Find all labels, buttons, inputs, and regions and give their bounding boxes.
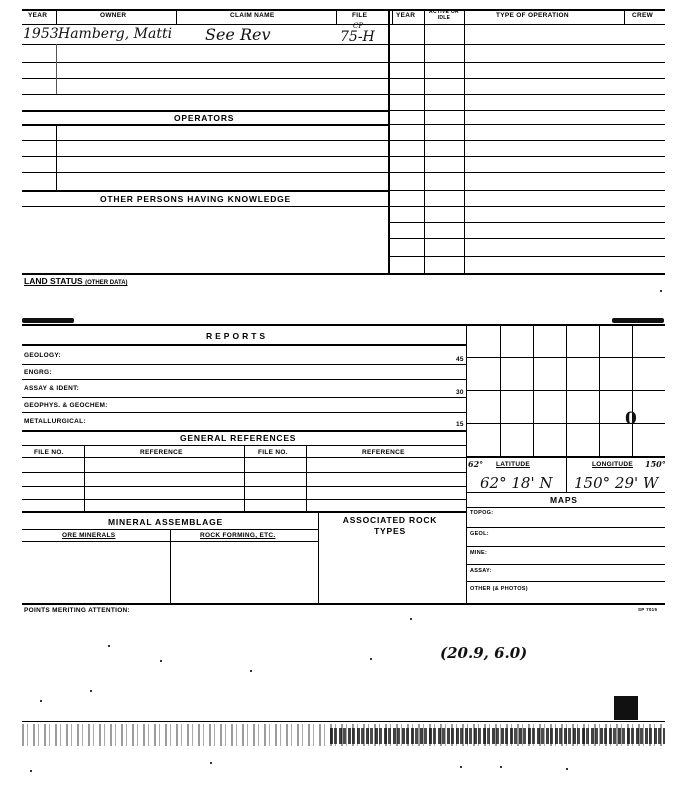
- row-line: [22, 172, 388, 173]
- speck: [250, 670, 252, 672]
- speck: [40, 700, 42, 702]
- maps-row-line: [466, 564, 665, 565]
- form-number: SP 7015: [638, 607, 658, 612]
- grid-line-h: [466, 357, 665, 358]
- row-line: [22, 156, 388, 157]
- center-divider: [388, 9, 390, 275]
- lon-corner: 150°: [645, 459, 666, 469]
- ref-col-file-no: FILE NO.: [34, 449, 64, 456]
- header-divider: [176, 9, 177, 24]
- speck: [460, 766, 462, 768]
- grid-mark: 0: [625, 409, 637, 429]
- right-row-line: [390, 94, 665, 95]
- header-divider: [56, 9, 57, 24]
- report-metallurgical: METALLURGICAL:: [24, 418, 86, 425]
- right-row-line: [390, 222, 665, 223]
- report-row-line: [22, 364, 466, 365]
- ref-col-reference: REFERENCE: [140, 449, 183, 456]
- grid-line-h: [466, 390, 665, 391]
- header-active-or-idle: ACTIVE OR IDLE: [429, 9, 459, 21]
- points-label: POINTS MERITING ATTENTION:: [24, 607, 131, 614]
- right-row-line: [390, 156, 665, 157]
- other-persons-label: OTHER PERSONS HAVING KNOWLEDGE: [100, 194, 292, 204]
- maps-title-line: [466, 507, 665, 508]
- header-divider: [464, 9, 465, 24]
- header-bottom-line: [22, 24, 665, 25]
- speck: [370, 658, 372, 660]
- references-bottom-line: [22, 511, 466, 513]
- row-line: [22, 62, 388, 63]
- history-bottom-line: [22, 273, 665, 275]
- report-number-15: 15: [456, 421, 464, 428]
- right-row-line: [390, 110, 665, 111]
- reports-bottom-line: [22, 430, 466, 432]
- report-row-line: [22, 379, 466, 380]
- header-year: YEAR: [28, 12, 48, 19]
- mineral-col-divider: [318, 511, 319, 603]
- latitude-value: 62° 18' N: [480, 474, 553, 492]
- report-row-line: [22, 412, 466, 413]
- ref-col-divider: [84, 445, 85, 511]
- speck: [160, 660, 162, 662]
- ink-smudge: [22, 318, 74, 323]
- col-ore-minerals: ORE MINERALS: [62, 532, 116, 539]
- col-rock-forming: ROCK FORMING, ETC.: [200, 532, 276, 539]
- speck: [660, 290, 662, 292]
- report-geology: GEOLOGY:: [24, 352, 61, 359]
- header-divider: [624, 9, 625, 24]
- section-bottom-line: [22, 603, 665, 605]
- speck: [108, 645, 110, 647]
- row-line: [22, 94, 388, 95]
- report-number-45: 45: [456, 356, 464, 363]
- header-claim-name: CLAIM NAME: [230, 12, 275, 19]
- reports-title: REPORTS: [206, 331, 269, 341]
- longitude-value: 150° 29' W: [574, 474, 659, 492]
- header-type-of-operation: TYPE OF OPERATION: [496, 12, 569, 19]
- header-divider: [336, 9, 337, 24]
- mineral-col-divider: [170, 529, 171, 603]
- right-row-line: [390, 238, 665, 239]
- ref-col-file-no-2: FILE NO.: [258, 449, 288, 456]
- maps-row-line: [466, 546, 665, 547]
- black-registration-mark: [614, 696, 638, 720]
- reports-title-underline: [22, 344, 466, 346]
- row-line: [22, 140, 388, 141]
- ref-col-divider: [244, 445, 245, 511]
- latlon-bottom-line: [466, 492, 665, 493]
- top-border: [22, 9, 665, 11]
- entry-file: 75-H: [340, 29, 375, 45]
- scan-line: [22, 721, 665, 722]
- row-line: [22, 44, 388, 45]
- scan-noise-dark: [330, 728, 665, 744]
- speck: [210, 762, 212, 764]
- report-row-line: [22, 397, 466, 398]
- general-references-title: GENERAL REFERENCES: [180, 433, 297, 443]
- maps-row-line: [466, 527, 665, 528]
- maps-title: MAPS: [550, 495, 578, 505]
- header-file: FILE: [352, 12, 368, 19]
- mineral-assemblage-title: MINERAL ASSEMBLAGE: [108, 517, 223, 527]
- speck: [566, 768, 568, 770]
- header-crew: CREW: [632, 12, 654, 19]
- land-status-sub: (OTHER DATA): [85, 280, 128, 286]
- row-line: [22, 206, 388, 207]
- right-row-line: [390, 206, 665, 207]
- entry-file-note: CP: [353, 22, 364, 30]
- speck: [500, 766, 502, 768]
- speck: [30, 770, 32, 772]
- map-geol: GEOL:: [470, 531, 489, 537]
- header-divider: [392, 9, 393, 24]
- header-owner: OWNER: [100, 12, 127, 19]
- ink-smudge: [612, 318, 664, 323]
- right-row-line: [390, 140, 665, 141]
- report-assay: ASSAY & IDENT:: [24, 385, 80, 392]
- latitude-label: LATITUDE: [496, 461, 531, 468]
- faint-divider: [56, 44, 57, 94]
- right-row-line: [390, 172, 665, 173]
- map-topog: TOPOG:: [470, 510, 494, 516]
- operators-label: OPERATORS: [174, 113, 235, 123]
- row-line-thick: [22, 190, 388, 192]
- maps-row-line: [466, 581, 665, 582]
- entry-owner: Hamberg, Matti: [58, 26, 173, 42]
- ref-col-reference-2: REFERENCE: [362, 449, 405, 456]
- row-line-thick: [22, 124, 388, 126]
- longitude-label: LONGITUDE: [592, 461, 633, 468]
- operators-divider: [56, 124, 57, 190]
- lat-corner: 62°: [468, 459, 484, 469]
- right-row-line: [390, 256, 665, 257]
- land-status-label: LAND STATUS: [24, 276, 83, 286]
- land-status-heading: [24, 276, 128, 286]
- speck: [410, 618, 412, 620]
- right-row-line: [390, 62, 665, 63]
- report-geophys: GEOPHYS. & GEOCHEM:: [24, 402, 108, 409]
- associated-rock-types: ASSOCIATED ROCK TYPES: [342, 515, 438, 536]
- right-row-line: [390, 78, 665, 79]
- row-line-thick: [22, 110, 388, 112]
- header-divider: [424, 9, 425, 24]
- header-year-2: YEAR: [396, 12, 416, 19]
- reports-top-line: [22, 324, 665, 326]
- row-line: [22, 78, 388, 79]
- report-engrg: ENGRG:: [24, 369, 52, 376]
- reports-right-border: [466, 324, 467, 603]
- report-number-30: 30: [456, 389, 464, 396]
- coordinates-note: (20.9, 6.0): [440, 644, 528, 662]
- right-row-line: [390, 44, 665, 45]
- speck: [90, 690, 92, 692]
- right-row-line: [390, 190, 665, 191]
- right-row-line: [390, 124, 665, 125]
- map-mine: MINE:: [470, 550, 488, 556]
- ref-col-divider: [306, 445, 307, 511]
- entry-year: 1953: [23, 26, 59, 42]
- map-assay: ASSAY:: [470, 568, 492, 574]
- latlon-divider: [566, 456, 567, 492]
- map-other: OTHER (& PHOTOS): [470, 586, 528, 592]
- entry-claim-name: See Rev: [205, 25, 271, 44]
